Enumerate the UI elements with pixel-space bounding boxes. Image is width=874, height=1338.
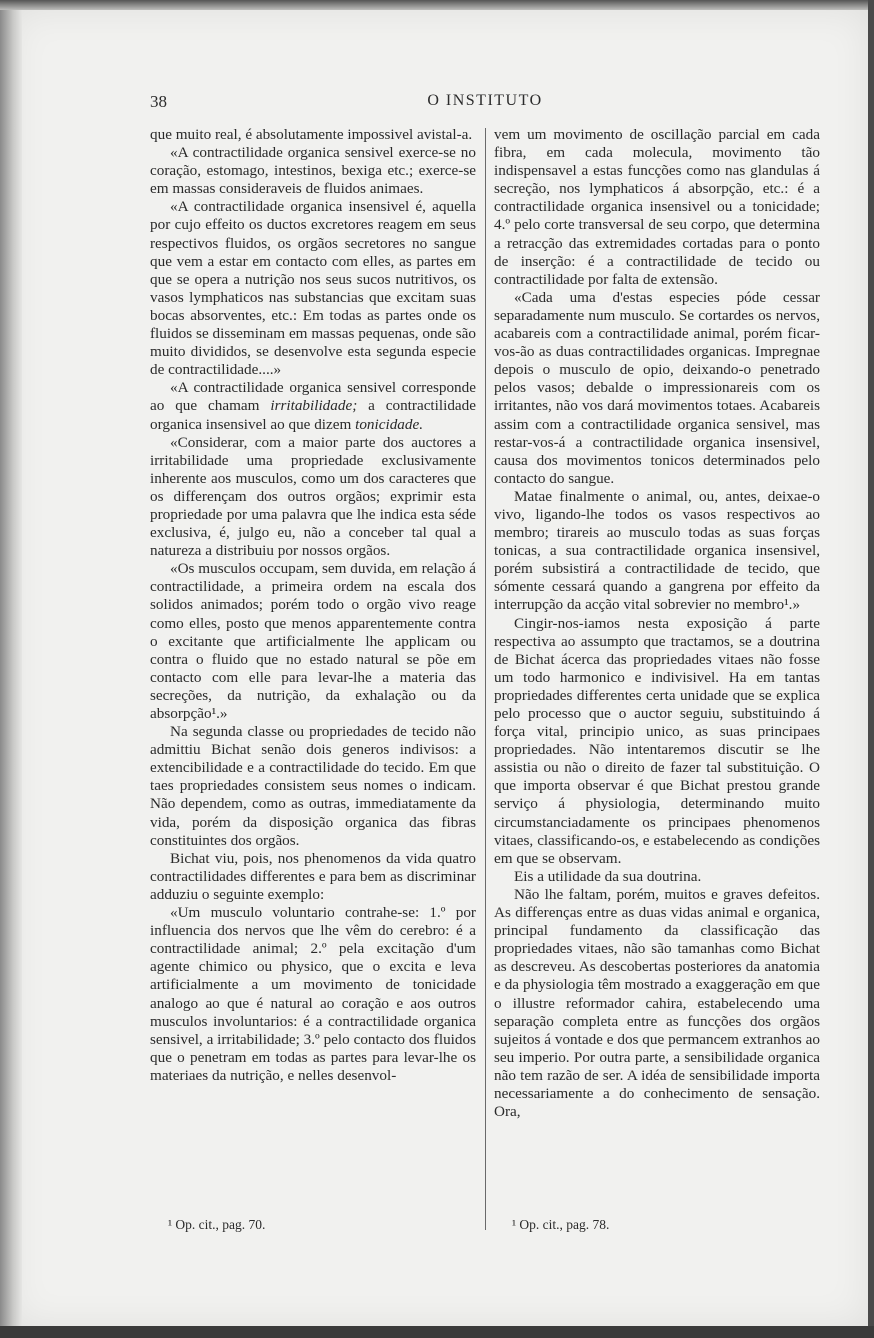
paragraph: «A contractilidade organica sensivel exerce-se no coração, estomago, intestinos, bexiga etc.; exerce-se em massas consideraveis de fluidos animaes. bbox=[150, 144, 476, 198]
paragraph: «A contractilidade organica sensivel corresponde ao que chamam irritabilidade; a contractilidade organica insensivel ao que dizem tonicidade. bbox=[150, 379, 476, 433]
paragraph: Cingir-nos-iamos nesta exposição á parte respectiva ao assumpto que tractamos, se a doutrina de Bichat ácerca das propriedades vitaes não fosse um todo harmonico e indivisivel. Ha em tantas propriedades differentes certa unidade que se explica pelo processo que o auctor seguiu, substituindo á força vital, principio unico, as suas principaes propriedades. Não intentaremos discutir se lhe assistia ou não o direito de fazer tal substituição. O que importa observar é que Bichat prestou grande serviço á physiologia, determinando muito circumstanciadamente os principaes phenomenos vitaes, classificando-os, e estabelecendo as condições em que se observam. bbox=[494, 614, 820, 867]
paragraph: Na segunda classe ou propriedades de tecido não admittiu Bichat senão dois generos indivisos: a extencibilidade e a contractilidade do tecido. Em que taes propriedades consistem seus nomes o indicam. Não dependem, como as outras, immediatamente da vida, porém da disposição organica das fibras constituintes dos orgãos. bbox=[150, 723, 476, 849]
paragraph: vem um movimento de oscillação parcial em cada fibra, em cada molecula, movimento tão indispensavel a estas funcções como nas glandulas á secreção, nos lymphaticos á absorpção, etc.: é a contractilidade organica insensivel ou a tonicidade; 4.º pelo corte transversal de seu corpo, que determina a retracção das extremidades cortadas para o ponto de inserção: é a contractilidade de tecido ou contractilidade por falta de extensão. bbox=[494, 126, 820, 288]
book-binding-edge bbox=[0, 0, 22, 1338]
paragraph: Matae finalmente o animal, ou, antes, deixae-o vivo, ligando-lhe todos os vasos respectivos ao membro; tirareis ao musculo todas as suas forças tonicas, a sua contractilidade organica insensivel, porém subsistirá a contractilidade de tecido, que sómente cessará quando a gangrena por effeito da interrupção da acção vital sobrevier no membro¹.» bbox=[494, 487, 820, 614]
running-title: O INSTITUTO bbox=[427, 92, 543, 109]
bottom-edge bbox=[0, 1326, 874, 1338]
left-text-column bbox=[150, 126, 476, 1085]
paragraph: «Cada uma d'estas especies póde cessar separadamente num musculo. Se cortardes os nervos, acabareis com a contractilidade animal, porém ficar-vos-ão as duas contractilidades organicas. Impregnae depois o musculo de opio, deixando-o penetrado pelos vasos; debalde o impressionareis com os irritantes, não vos dará movimentos totaes. Acabareis assim com a contractilidade organica sensivel, mas restar-vos-á a contractilidade organica insensivel, causa dos movimentos tonicos determinados pelo contacto do sangue. bbox=[494, 288, 820, 487]
right-edge bbox=[868, 0, 874, 1338]
footnote-right: ¹ Op. cit., pag. 78. bbox=[512, 1217, 610, 1232]
paragraph: «Um musculo voluntario contrahe-se: 1.º por influencia dos nervos que lhe vêm do cerebro: é a contractilidade animal; 2.º pela excitação d'um agente chimico ou physico, que o excita e leva artificialmente a um movimento de tonicidade analogo ao que é natural ao coração e aos outros musculos involuntarios: é a contractilidade organica sensivel, a irritabilidade; 3.º pelo contacto dos fluidos que o penetram em todas as partes para levar-lhe os materiaes da nutrição, e nelles desenvol- bbox=[150, 904, 476, 1084]
paragraph: «Considerar, com a maior parte dos auctores a irritabilidade uma propriedade exclusivamente inherente aos musculos, como um dos caracteres que os differençam dos outros orgãos; exprimir esta propriedade por uma palavra que lhe indica esta séde exclusiva, é, julgo eu, não a conceber tal qual a natureza a distribuiu por nossos orgãos. bbox=[150, 433, 476, 560]
paragraph: «A contractilidade organica insensivel é, aquella por cujo effeito os ductos excretores reagem em seus respectivos fluidos, os orgãos secretores no sangue que vem a estar em contacto com elles, as partes em que se opera a nutrição nos seus sucos nutritivos, os vasos lymphaticos nas substancias que excitam suas bocas absorventes, etc.: Em todas as partes onde os fluidos se disseminam em massas pequenas, onde são muito divididos, se desenvolve esta segunda especie de contractilidade....» bbox=[150, 198, 476, 379]
top-edge bbox=[0, 0, 874, 10]
right-text-column bbox=[494, 126, 820, 1121]
running-header bbox=[150, 92, 820, 114]
paragraph: «Os musculos occupam, sem duvida, em relação á contractilidade, a primeira ordem na escala dos solidos animados; porém todo o orgão vivo reage como elles, posto que menos apparentemente contra o excitante que artificialmente lhe applicam ou contra o fluido que no estado natural se põe em contacto com elle para levar-lhe a materia das secreções, da nutrição, da exhalação ou da absorpção¹.» bbox=[150, 560, 476, 722]
paragraph: Eis a utilidade da sua doutrina. bbox=[514, 867, 702, 885]
paragraph: Bichat viu, pois, nos phenomenos da vida quatro contractilidades differentes e para bem as discriminar adduziu o seguinte exemplo: bbox=[150, 849, 476, 903]
footnote-left: ¹ Op. cit., pag. 70. bbox=[168, 1217, 266, 1232]
page-number: 38 bbox=[150, 92, 167, 111]
column-divider bbox=[485, 128, 486, 1230]
paragraph: Não lhe faltam, porém, muitos e graves defeitos. As differenças entre as duas vidas animal e organica, principal fundamento da classificação das propriedades vitaes, não são tamanhas como Bichat as descreveu. As descobertas posteriores da anatomia e da physiologia têm mostrado a exaggeração em que o illustre reformador cahira, estabelecendo uma separação completa entre as funcções dos orgãos sujeitos á vontade e dos que permancem extranhos ao seu imperio. Por outra parte, a sensibilidade organica não tem razão de ser. A idéa de sensibilidade importa necessariamente a do conhecimento de sensação. Ora, bbox=[494, 885, 820, 1121]
paragraph: que muito real, é absolutamente impossivel avistal-a. bbox=[150, 126, 473, 143]
